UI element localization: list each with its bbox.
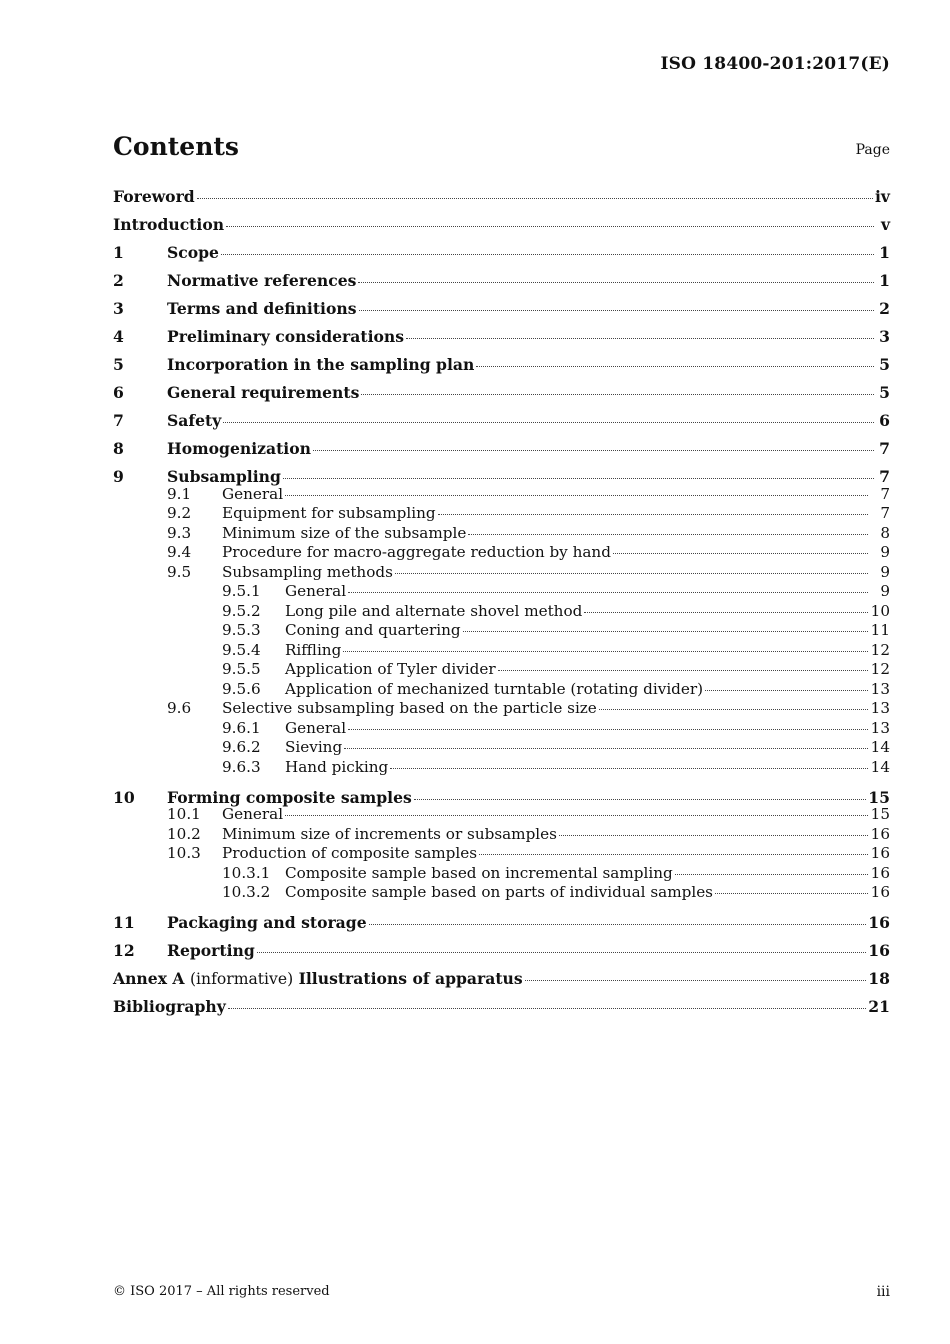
- toc-entry[interactable]: [113, 437, 890, 465]
- toc-entry-title-line: [167, 269, 890, 292]
- toc-entry-title-line: [222, 504, 890, 524]
- toc-entry-title-line: [167, 911, 890, 934]
- toc-entry-page: 7: [880, 504, 890, 522]
- page-number: iii: [876, 1284, 890, 1300]
- dot-leader: [406, 338, 874, 339]
- toc-entry[interactable]: [113, 883, 890, 911]
- toc-entry-title: Reporting: [167, 941, 255, 960]
- toc-entry[interactable]: [113, 939, 890, 967]
- toc-entry-page: 1: [879, 271, 890, 290]
- toc-entry-number: 6: [113, 383, 124, 402]
- dot-leader: [395, 573, 868, 574]
- toc-entry[interactable]: [113, 758, 890, 786]
- annex-title: Illustrations of apparatus: [298, 969, 523, 988]
- toc-entry-page: 18: [868, 969, 890, 988]
- toc-entry-number: 3: [113, 299, 124, 318]
- toc-entry[interactable]: [113, 911, 890, 939]
- toc-entry-number: 9.6.2: [222, 738, 261, 756]
- dot-leader: [348, 592, 868, 593]
- toc-entry-page: 2: [879, 299, 890, 318]
- toc-entry[interactable]: [113, 353, 890, 381]
- toc-entry-number: 9.6.1: [222, 718, 261, 737]
- document-id: ISO 18400-201:2017(E): [660, 54, 890, 74]
- toc-entry[interactable]: [113, 381, 890, 409]
- toc-entry-page: 21: [868, 997, 890, 1016]
- toc-entry-title: General requirements: [167, 383, 360, 402]
- toc-entry-page: 13: [870, 699, 890, 717]
- toc-entry-title: Packaging and storage: [167, 913, 367, 932]
- toc-entry-title: Composite sample based on parts of individual samples: [285, 883, 713, 901]
- toc-entry-number: 9.4: [167, 543, 192, 561]
- toc-entry-title-line: [222, 844, 890, 864]
- toc-entry[interactable]: [113, 409, 890, 437]
- dot-leader: [479, 854, 868, 855]
- toc-entry[interactable]: [113, 563, 890, 583]
- toc-entry[interactable]: [113, 241, 890, 269]
- dot-leader: [414, 799, 867, 800]
- toc-entry-page: 9: [880, 562, 890, 581]
- dot-leader: [584, 612, 868, 613]
- toc-entry-title-line: [113, 967, 890, 991]
- toc-entry-page: 7: [879, 439, 890, 458]
- toc-entry-title-line: [285, 660, 890, 680]
- dot-leader: [369, 924, 867, 925]
- toc-entry-title-line: [167, 409, 890, 432]
- toc-entry[interactable]: [113, 465, 890, 485]
- toc-entry-title: General: [222, 484, 284, 503]
- toc-entry-title: Scope: [167, 243, 219, 262]
- toc-entry-number: 10.2: [167, 824, 201, 843]
- toc-entry-number: 2: [113, 271, 124, 290]
- dot-leader: [361, 394, 874, 395]
- toc-entry[interactable]: [113, 825, 890, 845]
- toc-entry-number: 11: [113, 913, 135, 932]
- toc-entry-number: 9.3: [167, 523, 192, 542]
- toc-entry-title-line: [222, 563, 890, 583]
- toc-entry-number: 4: [113, 327, 124, 346]
- toc-entry[interactable]: [113, 485, 890, 505]
- toc-entry-page: 16: [868, 941, 890, 960]
- dot-leader: [223, 422, 874, 423]
- toc-entry-title: Hand picking: [285, 757, 389, 776]
- toc-entry-title: Incorporation in the sampling plan: [167, 355, 475, 374]
- toc-entry-title: Minimum size of the subsample: [222, 523, 467, 542]
- dot-leader: [715, 893, 868, 894]
- toc-entry-page: 14: [870, 757, 890, 776]
- toc-entry-number: 9.5: [167, 562, 192, 581]
- toc-entry-title-line: [285, 680, 890, 700]
- toc-entry-number: 10.3.2: [222, 883, 271, 901]
- toc-entry-title-line: [167, 241, 890, 264]
- toc-entry-title: Safety: [167, 411, 222, 430]
- toc-entry[interactable]: [113, 504, 890, 524]
- dot-leader: [559, 835, 868, 836]
- dot-leader: [228, 1008, 867, 1009]
- toc-entry-page: 10: [870, 601, 890, 620]
- dot-leader: [343, 651, 868, 652]
- toc-entry-title: Coning and quartering: [285, 621, 461, 639]
- toc-entry-page: 15: [870, 805, 890, 823]
- dot-leader: [348, 729, 868, 730]
- toc-entry-number: 8: [113, 439, 124, 458]
- toc-entry-page: 3: [879, 327, 890, 346]
- toc-entry[interactable]: [113, 582, 890, 602]
- toc-entry-title: Introduction: [113, 215, 225, 234]
- toc-entry-title-line: [285, 602, 890, 622]
- toc-entry-title: Composite sample based on incremental sampling: [285, 863, 673, 882]
- toc-entry-number: 9.1: [167, 484, 192, 503]
- dot-leader: [599, 709, 868, 710]
- annex-label: Annex A: [113, 969, 185, 988]
- toc-entry-title-line: [285, 864, 890, 884]
- toc-entry-page: 12: [870, 640, 890, 659]
- dot-leader: [285, 495, 868, 496]
- toc-entry-number: 10.1: [167, 805, 201, 823]
- toc-entry[interactable]: [113, 995, 890, 1023]
- toc-entry-page: 9: [880, 543, 890, 561]
- toc-entry-page: 15: [868, 787, 890, 807]
- toc-entry[interactable]: [113, 325, 890, 353]
- dot-leader: [283, 478, 874, 479]
- contents-header: [113, 132, 890, 164]
- toc-entry-title-line: [222, 805, 890, 825]
- dot-leader: [468, 534, 868, 535]
- toc-entry[interactable]: [113, 786, 890, 806]
- annex-note: (informative): [189, 970, 294, 988]
- dot-leader: [525, 980, 867, 981]
- toc-entry-title-line: [285, 738, 890, 758]
- dot-leader: [197, 198, 873, 199]
- dot-leader: [359, 310, 875, 311]
- dot-leader: [257, 952, 867, 953]
- toc-entry-title-line: [285, 582, 890, 602]
- toc-entry-title: General: [222, 805, 284, 823]
- dot-leader: [705, 690, 868, 691]
- toc-entry[interactable]: [113, 297, 890, 325]
- toc-entry-title-line: [285, 719, 890, 739]
- toc-entry-title-line: [167, 381, 890, 404]
- toc-entry-page: 16: [870, 863, 890, 882]
- toc-entry-title-line: [285, 641, 890, 661]
- dot-leader: [613, 553, 868, 554]
- toc-entry[interactable]: [113, 844, 890, 864]
- toc-entry-title-line: [222, 699, 890, 719]
- toc-entry-title: General: [285, 718, 347, 737]
- toc-entry-number: 9.5.5: [222, 660, 261, 678]
- toc-entry-page: 12: [870, 660, 890, 678]
- toc-entry-title: Minimum size of increments or subsamples: [222, 824, 557, 843]
- dot-leader: [313, 450, 874, 451]
- toc-entry-number: 5: [113, 355, 124, 374]
- dot-leader: [675, 874, 868, 875]
- toc-entry-title-line: [222, 825, 890, 845]
- toc-entry-title: Subsampling methods: [222, 562, 393, 581]
- toc-entry-page: 5: [879, 383, 890, 402]
- dot-leader: [476, 366, 874, 367]
- toc-entry-page: 1: [879, 243, 890, 262]
- toc-entry-title: Sieving: [285, 738, 343, 756]
- toc-entry-title: Subsampling: [167, 467, 281, 486]
- toc-entry[interactable]: [113, 641, 890, 661]
- toc-entry-number: 9.5.6: [222, 679, 261, 698]
- toc-entry-title-line: [113, 185, 890, 208]
- toc-entry-title: [113, 967, 523, 991]
- toc-entry-page: 9: [880, 582, 890, 600]
- toc-entry[interactable]: [113, 543, 890, 563]
- toc-entry-number: 10: [113, 787, 135, 807]
- toc-entry-title: Foreword: [113, 187, 195, 206]
- toc-entry-page: 14: [870, 738, 890, 756]
- toc-entry-title-line: [167, 939, 890, 962]
- toc-entry-page: v: [880, 215, 890, 234]
- toc-entry-page: iv: [875, 187, 890, 206]
- toc-entry-page: 16: [868, 913, 890, 932]
- toc-entry-page: 5: [879, 355, 890, 374]
- toc-entry-title-line: [222, 524, 890, 544]
- toc-entry-page: 8: [880, 523, 890, 542]
- toc-entry-title-line: [222, 485, 890, 505]
- toc-entry-title: Long pile and alternate shovel method: [285, 601, 583, 620]
- toc-entry-title-line: [285, 758, 890, 778]
- copyright-notice: © ISO 2017 – All rights reserved: [113, 1284, 330, 1299]
- dot-leader: [463, 631, 868, 632]
- toc-entry[interactable]: [113, 660, 890, 680]
- toc-entry-title: Preliminary considerations: [167, 327, 405, 346]
- toc-entry-title: Application of mechanized turntable (rotating divider): [285, 679, 704, 698]
- toc-entry[interactable]: [113, 185, 890, 213]
- toc-entry-number: 7: [113, 411, 124, 430]
- toc-entry-title: Homogenization: [167, 439, 311, 458]
- toc-entry-page: 13: [870, 718, 890, 737]
- toc-entry-title-line: [167, 353, 890, 376]
- toc-entry-title: Selective subsampling based on the particle size: [222, 699, 597, 717]
- dot-leader: [344, 748, 868, 749]
- toc-entry-page: 6: [879, 411, 890, 430]
- dot-leader: [358, 282, 874, 283]
- toc-entry-title: Normative references: [167, 271, 357, 290]
- dot-leader: [438, 514, 868, 515]
- toc-entry-title-line: [167, 437, 890, 460]
- toc-entry[interactable]: [113, 805, 890, 825]
- toc-entry-number: 10.3: [167, 844, 201, 862]
- toc-entry-title: Application of Tyler divider: [285, 660, 496, 678]
- page-column-label: Page: [855, 142, 890, 158]
- toc-entry-number: 9.2: [167, 504, 192, 522]
- toc-entry-number: 9.6: [167, 699, 192, 717]
- toc-entry-page: 7: [879, 467, 890, 486]
- toc-entry[interactable]: [113, 864, 890, 884]
- toc-entry[interactable]: [113, 699, 890, 719]
- toc-entry[interactable]: [113, 524, 890, 544]
- toc-entry[interactable]: [113, 738, 890, 758]
- toc-entry[interactable]: [113, 680, 890, 700]
- toc-entry-title: Production of composite samples: [222, 844, 478, 862]
- toc-entry-title: Terms and definitions: [167, 299, 357, 318]
- toc-entry-title-line: [285, 621, 890, 641]
- toc-entry-page: 16: [870, 844, 890, 862]
- toc-entry-title-line: [167, 325, 890, 348]
- toc-entry-number: 9: [113, 467, 124, 486]
- toc-entry[interactable]: [113, 967, 890, 995]
- dot-leader: [285, 815, 868, 816]
- toc-entry-title-line: [285, 883, 890, 903]
- toc-entry-number: 9.5.3: [222, 621, 261, 639]
- toc-entry[interactable]: [113, 719, 890, 739]
- toc-entry-title: Riffling: [285, 640, 342, 659]
- toc-entry-title-line: [167, 297, 890, 320]
- toc-entry-page: 11: [870, 621, 890, 639]
- toc-entry-number: 9.5.1: [222, 582, 261, 600]
- toc-entry-page: 13: [870, 679, 890, 698]
- toc-entry-number: 10.3.1: [222, 863, 271, 882]
- toc-entry-title: Equipment for subsampling: [222, 504, 436, 522]
- toc-entry-number: 9.5.4: [222, 640, 261, 659]
- toc-entry[interactable]: [113, 213, 890, 241]
- toc-entry-page: 16: [870, 824, 890, 843]
- toc-entry-title-line: [113, 995, 890, 1018]
- dot-leader: [226, 226, 874, 227]
- dot-leader: [221, 254, 874, 255]
- toc-entry-title: General: [285, 582, 347, 600]
- toc-entry-page: 7: [880, 484, 890, 503]
- toc-entry-number: 9.6.3: [222, 757, 261, 776]
- dot-leader: [390, 768, 868, 769]
- toc-entry-title: Forming composite samples: [167, 787, 412, 807]
- toc-entry[interactable]: [113, 269, 890, 297]
- dot-leader: [498, 670, 868, 671]
- toc-entry-title-line: [222, 543, 890, 563]
- toc-entry-number: 9.5.2: [222, 601, 261, 620]
- toc-entry-title: Bibliography: [113, 997, 226, 1016]
- table-of-contents: [113, 185, 890, 1023]
- toc-entry-number: 1: [113, 243, 124, 262]
- toc-entry[interactable]: [113, 621, 890, 641]
- toc-entry[interactable]: [113, 602, 890, 622]
- toc-entry-page: 16: [870, 883, 890, 901]
- toc-entry-number: 12: [113, 941, 135, 960]
- toc-entry-title-line: [113, 213, 890, 236]
- contents-title: Contents: [113, 132, 240, 161]
- toc-entry-title: Procedure for macro-aggregate reduction by hand: [222, 543, 611, 561]
